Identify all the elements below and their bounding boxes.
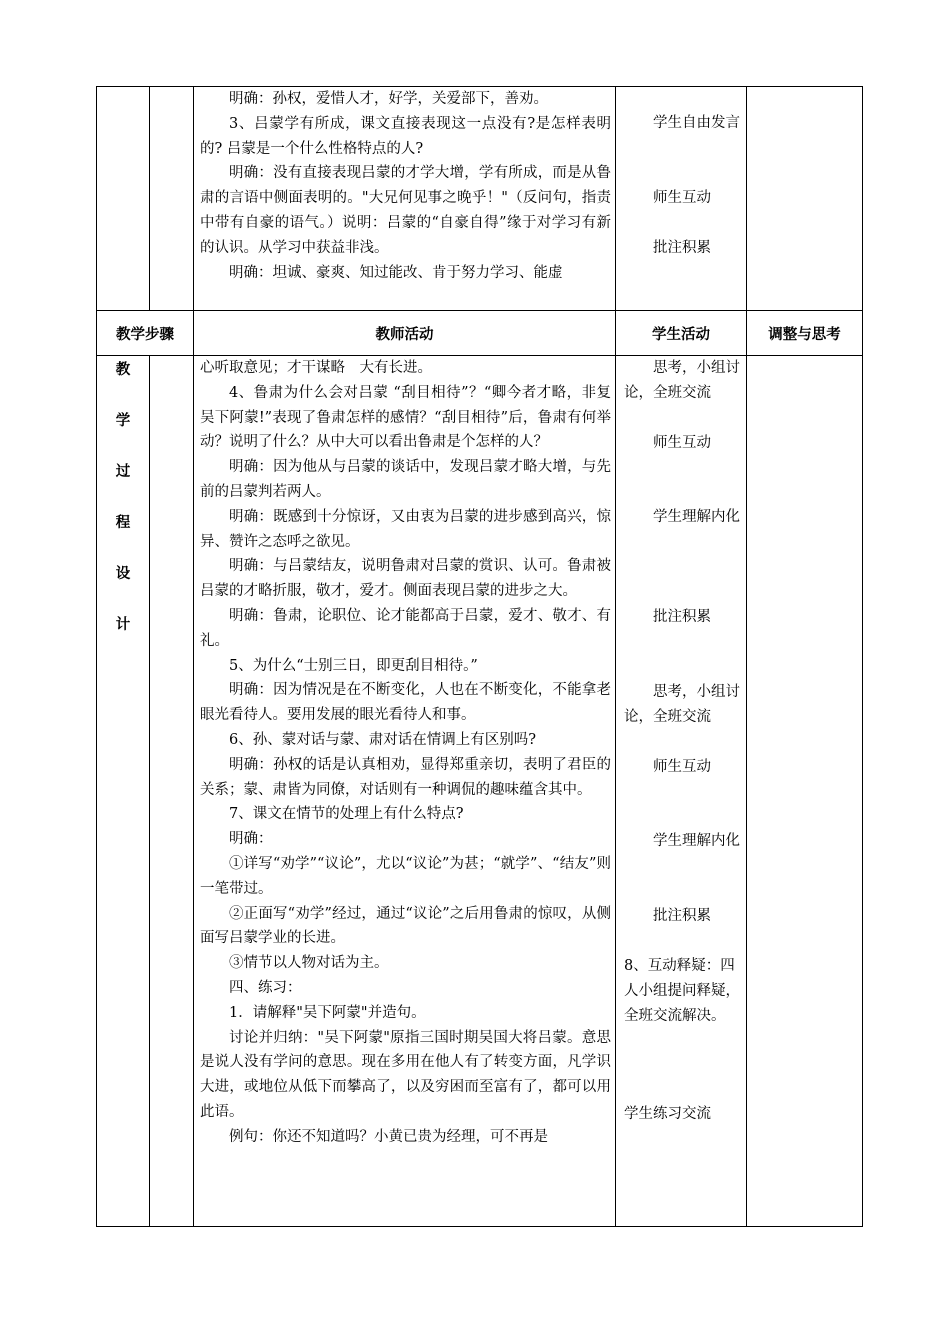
header-row [97, 311, 863, 356]
teacher-para: 1．请解释"吴下阿蒙"并造句。 [229, 1004, 426, 1021]
teacher-para: 明确： [229, 831, 273, 848]
student-note: 批注积累 [653, 239, 711, 256]
student-note: 师生互动 [653, 189, 711, 206]
student-note: 思考，小组讨论，全班交流 [624, 683, 740, 725]
main-row [97, 356, 863, 1227]
teacher-para: 明确：没有直接表现吕蒙的才学大增，学有所成，而是从鲁肃的言语中侧面表明的。"大兄何见事之晚乎！"（反问句，指责中带有自豪的语气。）说明：吕蒙的“自豪自得”缘于对学习有新的认识。从学习中获益非浅。 [200, 165, 611, 256]
teacher-para: 4、鲁肃为什么会对吕蒙 “刮目相待”？“卿今者才略，非复吴下阿蒙!”表现了鲁肃怎样的感情？“刮目相待”后，鲁肃有何举动？说明了什么？从中大可以看出鲁肃是个怎样的人？ [200, 384, 611, 451]
student-note: 思考，小组讨论，全班交流 [624, 360, 740, 401]
teacher-para: ③情节以人物对话为主。 [229, 955, 389, 972]
teacher-para: 明确：既感到十分惊讶，又由衷为吕蒙的进步感到高兴，惊异、赞许之态呼之欲见。 [200, 508, 611, 550]
teacher-para: 5、为什么“士别三日，即更刮目相待。” [229, 657, 478, 674]
label-char: 设 [115, 566, 131, 582]
student-activity-top [616, 87, 747, 311]
teacher-para: ①详写“劝学”“议论”，尤以“议论”为甚；“就学”、“结友”则一笔带过。 [200, 855, 611, 897]
teacher-para: 讨论并归纳："吴下阿蒙"原指三国时期吴国大将吕蒙。意思是说人没有学问的意思。现在多用在他人有了转变方面，凡学识大进，或地位从低下而攀高了，以及穷困而至富有了，都可以用此语。 [200, 1029, 611, 1120]
continuation-row [97, 87, 863, 311]
student-note: 师生互动 [653, 434, 711, 451]
teacher-para: ②正面写“劝学”经过，通过“议论”之后用鲁肃的惊叹，从侧面写吕蒙学业的长进。 [200, 905, 611, 947]
student-note: 师生互动 [653, 758, 711, 775]
teacher-para: 7、课文在情节的处理上有什么特点? [229, 806, 464, 823]
sub-cell-top [150, 87, 194, 311]
sub-cell-main [150, 356, 194, 1227]
student-activity-main [616, 356, 747, 1227]
teacher-para: 明确：孙权的话是认真相劝，显得郑重亲切，表明了君臣的关系；蒙、肃皆为同僚，对话则有一种调侃的趣味蕴含其中。 [200, 756, 611, 798]
teacher-para: 明确：因为情况是在不断变化，人也在不断变化，不能拿老眼光看待人。要用发展的眼光看待人和事。 [200, 682, 611, 724]
teacher-para: 例句：你还不知道吗？小黄已贵为经理，可不再是 [229, 1128, 548, 1145]
student-note: 8、互动释疑：四人小组提问释疑，全班交流解决。 [624, 957, 740, 1024]
student-note: 学生理解内化 [653, 833, 740, 850]
teacher-para: 四、练习： [229, 979, 302, 996]
teacher-activity-main [194, 356, 616, 1227]
lesson-plan-table [96, 86, 863, 1227]
step-cell-top [97, 87, 150, 311]
teacher-para: 明确：坦诚、豪爽、知过能改、肯于努力学习、能虚 [229, 264, 563, 281]
student-note: 学生理解内化 [653, 509, 740, 526]
teacher-para: 心听取意见；才干谋略 大有长进。 [200, 360, 432, 376]
teacher-para: 明确：孙权，爱惜人才，好学，关爱部下，善劝。 [229, 91, 548, 107]
teacher-para: 明确：鲁肃，论职位、论才能都高于吕蒙，爱才、敬才、有礼。 [200, 607, 611, 649]
label-char: 学 [115, 413, 131, 429]
student-note: 批注积累 [653, 908, 711, 925]
teacher-para: 6、孙、蒙对话与蒙、肃对话在情调上有区别吗? [229, 731, 536, 748]
label-char: 程 [115, 515, 131, 531]
adjust-cell-main [747, 356, 863, 1227]
header-adjust: 调整与思考 [747, 311, 863, 356]
adjust-cell-top [747, 87, 863, 311]
teacher-para: 明确：因为他从与吕蒙的谈话中，发现吕蒙才略大增，与先前的吕蒙判若两人。 [200, 459, 611, 500]
teacher-para: 明确：与吕蒙结友，说明鲁肃对吕蒙的赏识、认可。鲁肃被吕蒙的才略折服，敬才，爱才。侧面表现吕蒙的进步之大。 [200, 558, 611, 600]
label-char: 计 [115, 617, 131, 633]
student-note: 批注积累 [653, 609, 711, 626]
label-char: 教 [115, 362, 131, 378]
vertical-label-cell [97, 356, 150, 1227]
header-teacher: 教师活动 [194, 311, 616, 356]
header-steps: 教学步骤 [97, 311, 194, 356]
header-student: 学生活动 [616, 311, 747, 356]
label-char: 过 [115, 464, 131, 480]
student-note: 学生自由发言 [653, 115, 740, 131]
teacher-para: 3、吕蒙学有所成，课文直接表现这一点没有?是怎样表明的? 吕蒙是一个什么性格特点的人? [200, 115, 611, 157]
teacher-activity-top [194, 87, 616, 311]
student-note: 学生练习交流 [624, 1106, 711, 1123]
